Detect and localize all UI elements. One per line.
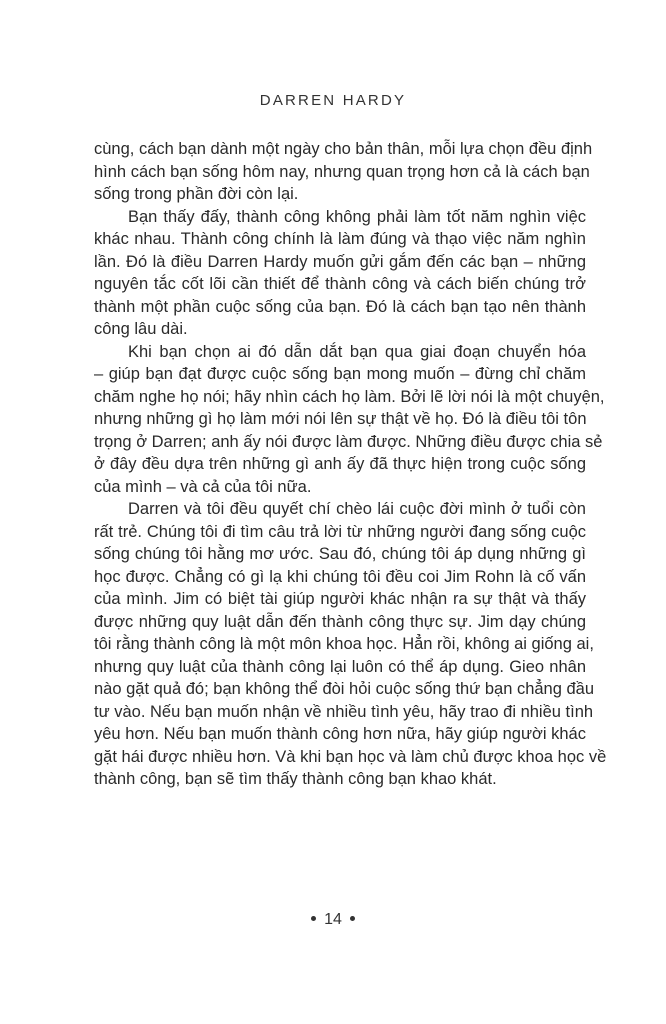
paragraph: [94, 206, 586, 341]
text-line: rất trẻ. Chúng tôi đi tìm câu trả lời từ những người đang sống cuộc: [94, 522, 586, 541]
paragraph: [94, 341, 605, 499]
text-line: sống chúng tôi hằng mơ ước. Sau đó, chúng tôi áp dụng những gì: [94, 545, 586, 563]
text-line: Darren và tôi đều quyết chí chèo lái cuộc đời mình ở tuổi còn: [128, 500, 586, 518]
text-line: tư vào. Nếu bạn muốn nhận về nhiều tình yêu, hãy trao đi nhiều tình: [94, 702, 594, 721]
text-line: Khi bạn chọn ai đó dẫn dắt bạn qua giai đoạn chuyển hóa: [128, 342, 586, 361]
text-line: gặt hái được nhiều hơn. Và khi bạn học và làm chủ được khoa học về: [94, 747, 607, 766]
running-header: DARREN HARDY: [259, 92, 407, 109]
text-line: nguyên tắc cốt lõi cần thiết để thành công và cách biến chúng trở: [94, 275, 586, 293]
text-line: thành một phần cuộc sống của bạn. Đó là cách bạn tạo nên thành: [94, 297, 586, 316]
text-line: học được. Chẳng có gì lạ khi chúng tôi đều coi Jim Rohn là cố vấn: [94, 567, 586, 586]
text-line: khác nhau. Thành công chính là làm đúng và thạo việc năm nghìn: [94, 230, 586, 248]
paragraph: [94, 498, 607, 791]
text-line: được những quy luật dẫn đến thành công thực sự. Jim dạy chúng: [94, 612, 586, 631]
text-line: lần. Đó là điều Darren Hardy muốn gửi gắm đến các bạn – những: [94, 252, 586, 271]
bullet-left-icon: [311, 916, 316, 921]
text-line: nào gặt quả đó; bạn không thể đòi hỏi cuộc sống thứ bạn chẳng đầu: [94, 680, 595, 698]
text-line: trọng ở Darren; anh ấy nói được làm được. Những điều được chia sẻ: [94, 432, 603, 451]
bullet-right-icon: [350, 916, 355, 921]
text-line: ở đây đều dựa trên những gì anh ấy đã thực hiện trong cuộc sống: [94, 455, 586, 473]
text-line: Bạn thấy đấy, thành công không phải làm tốt năm nghìn việc: [128, 207, 586, 226]
text-line: sống trong phần đời còn lại.: [94, 185, 299, 203]
text-line: chăm nghe họ nói; hãy nhìn cách họ làm. Bởi lẽ lời nói là một chuyện,: [94, 387, 605, 406]
text-line: của mình – và cả của tôi nữa.: [94, 477, 312, 496]
text-line: của mình. Jim có biệt tài giúp người khác nhận ra sự thật và thấy: [94, 590, 586, 608]
page-number: 14: [324, 911, 342, 928]
body-text: [94, 138, 607, 791]
text-line: công lâu dài.: [94, 320, 188, 338]
page-footer: [0, 911, 666, 929]
paragraph: [94, 138, 593, 206]
text-line: hình cách bạn sống hôm nay, nhưng quan trọng hơn cả là cách bạn: [94, 162, 590, 181]
text-line: nhưng những gì họ làm mới nói lên sự thật về họ. Đó là điều tôi tôn: [94, 410, 587, 428]
text-line: tôi rằng thành công là một môn khoa học. Hẳn rồi, không ai giống ai,: [94, 635, 594, 653]
text-line: yêu hơn. Nếu bạn muốn thành công hơn nữa, hãy giúp người khác: [94, 725, 586, 743]
text-line: nhưng quy luật của thành công lại luôn có thể áp dụng. Gieo nhân: [94, 657, 586, 676]
text-line: thành công, bạn sẽ tìm thấy thành công bạn khao khát.: [94, 770, 497, 788]
text-line: – giúp bạn đạt được cuộc sống bạn mong muốn – đừng chỉ chăm: [94, 365, 586, 383]
text-line: cùng, cách bạn dành một ngày cho bản thân, mỗi lựa chọn đều định: [94, 140, 593, 158]
